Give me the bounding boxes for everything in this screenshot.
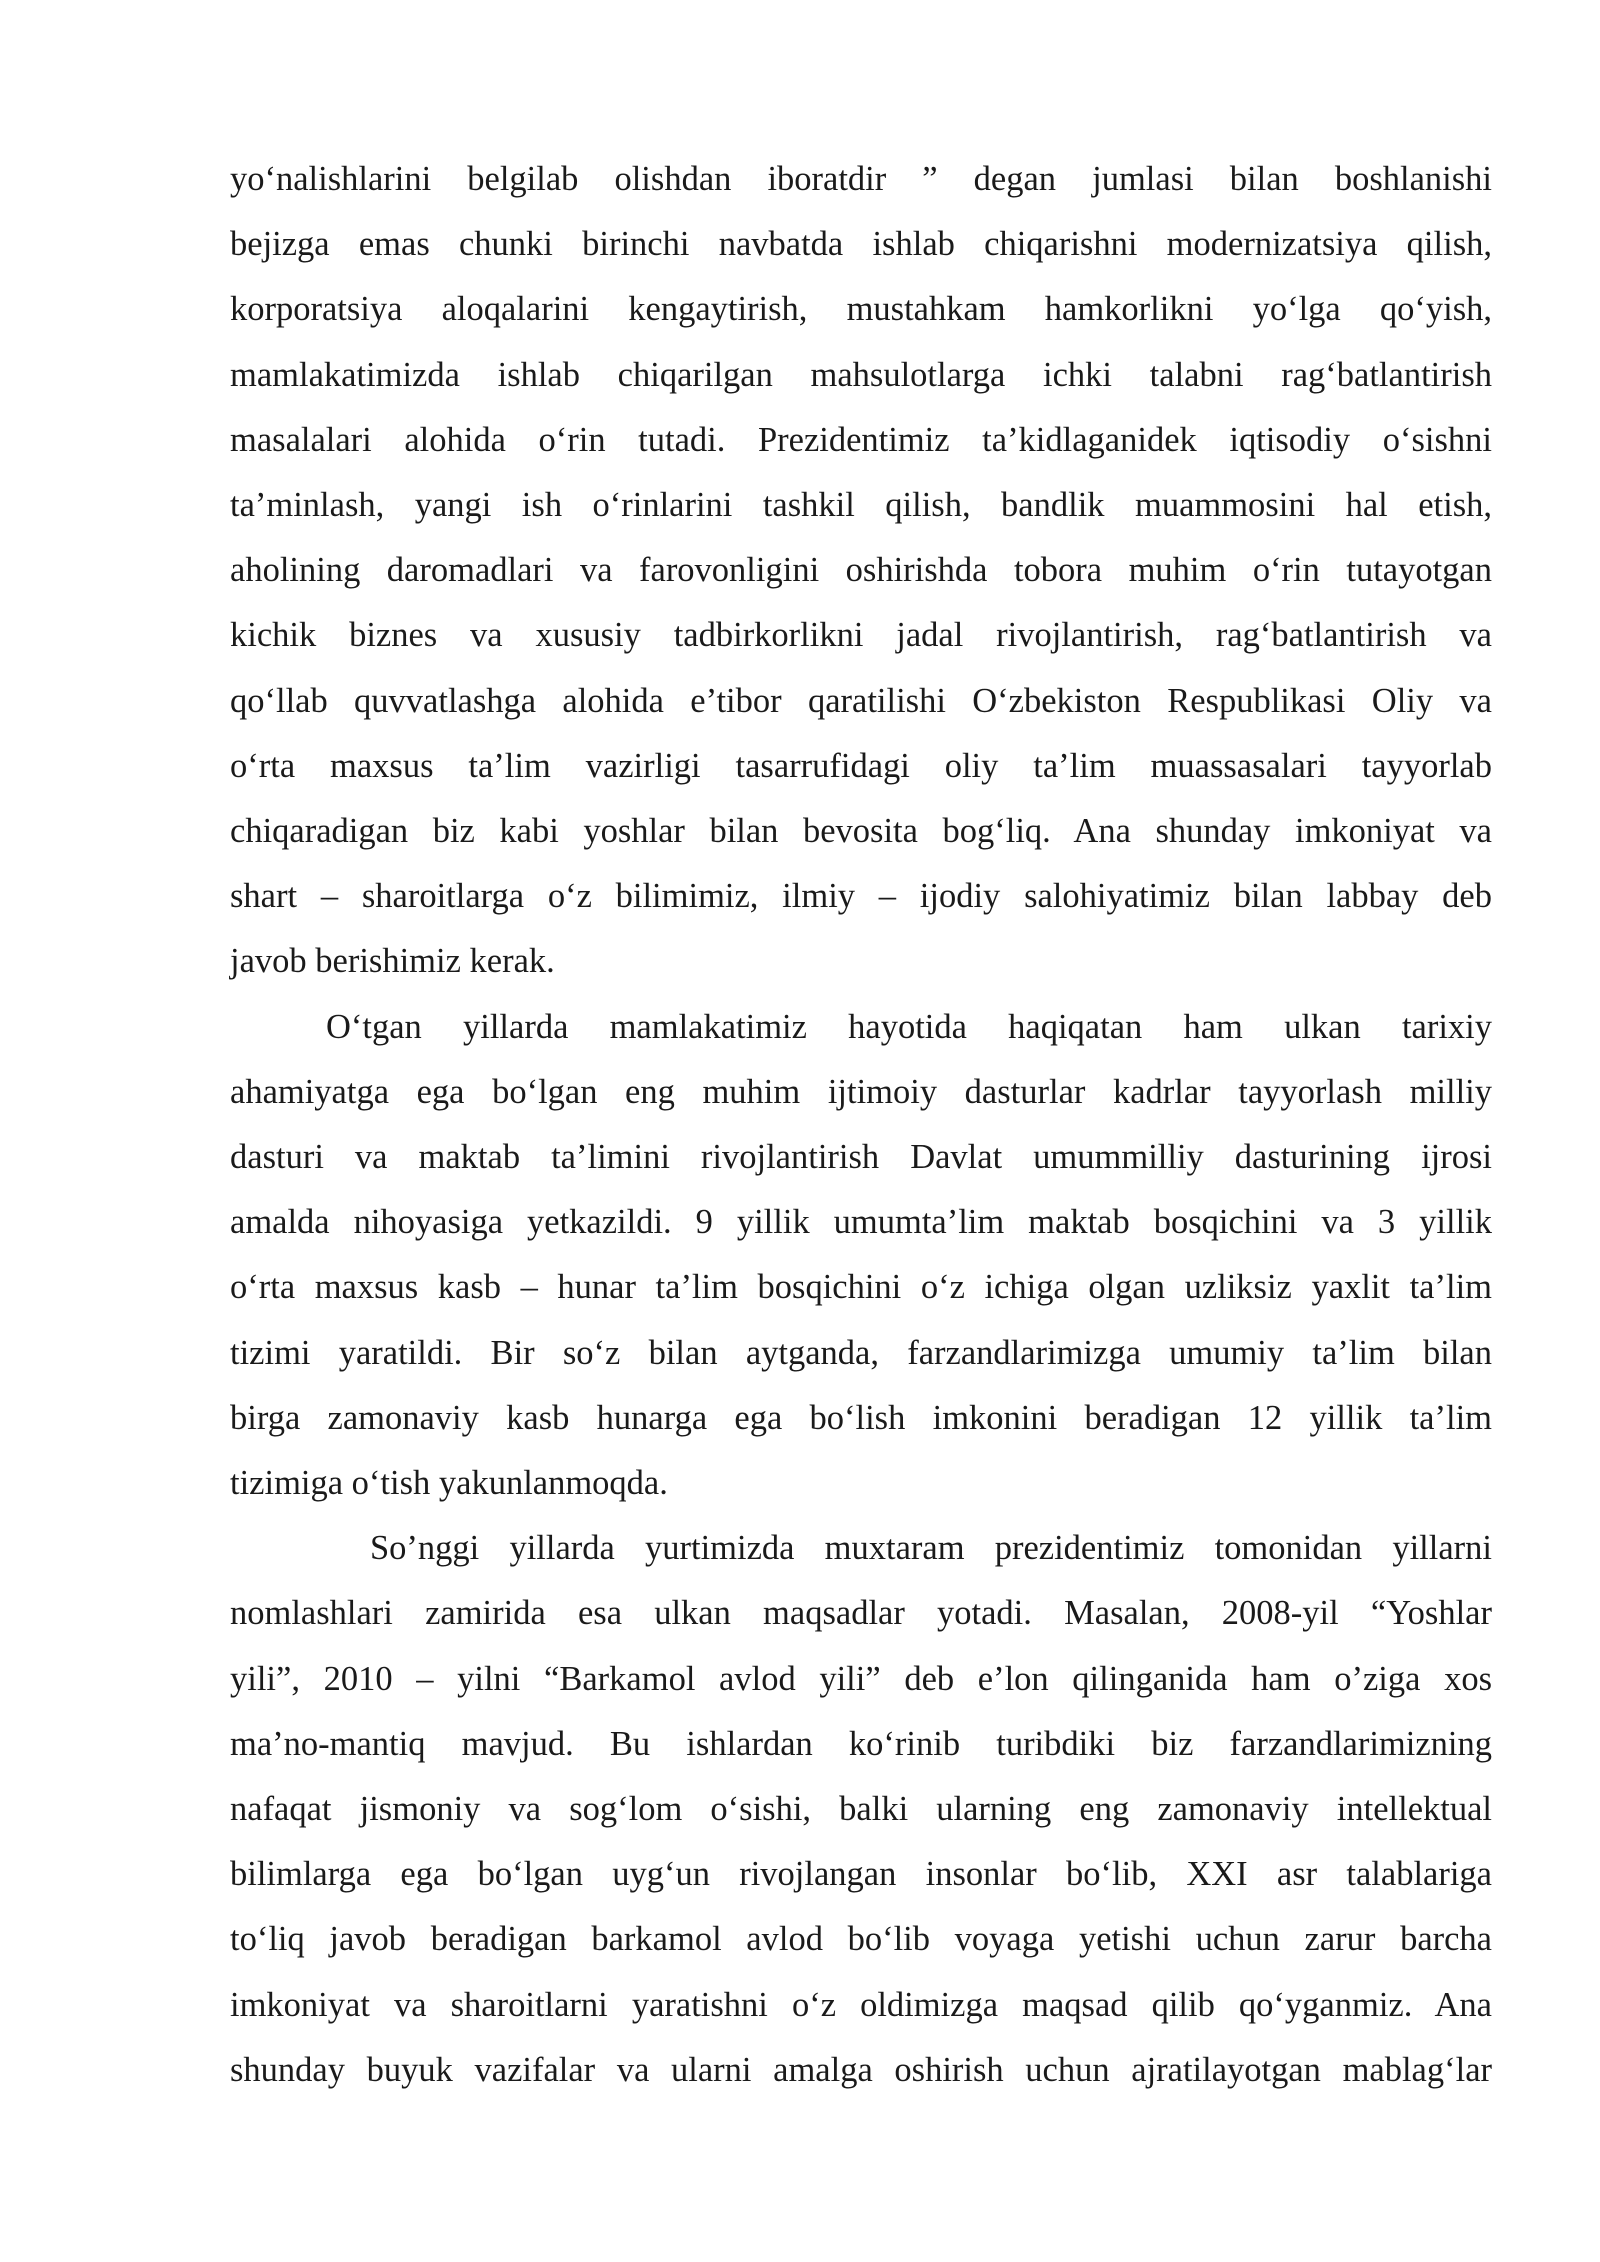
text-line: So’nggi yillarda yurtimizda muxtaram prezidentimiz tomonidan yillarni [370, 1529, 1492, 1568]
text-line: to‘liq javob beradigan barkamol avlod bo‘lib voyaga yetishi uchun zarur barcha [230, 1920, 1492, 1959]
text-line: korporatsiya aloqalarini kengaytirish, mustahkam hamkorlikni yo‘lga qo‘yish, [230, 290, 1492, 329]
text-line: nafaqat jismoniy va sog‘lom o‘sishi, balki ularning eng zamonaviy intellektual [230, 1790, 1492, 1829]
text-line: qo‘llab quvvatlashga alohida e’tibor qaratilishi O‘zbekiston Respublikasi Oliy va [230, 681, 1492, 720]
text-line: o‘rta maxsus ta’lim vazirligi tasarrufidagi oliy ta’lim muassasalari tayyorlab [230, 746, 1492, 785]
text-line: mamlakatimizda ishlab chiqarilgan mahsulotlarga ichki talabni rag‘batlantirish [230, 355, 1492, 394]
text-line: amalda nihoyasiga yetkazildi. 9 yillik umumta’lim maktab bosqichini va 3 yillik [230, 1203, 1492, 1242]
text-line: O‘tgan yillarda mamlakatimiz hayotida haqiqatan ham ulkan tarixiy [326, 1007, 1492, 1046]
text-line: shart – sharoitlarga o‘z bilimimiz, ilmiy – ijodiy salohiyatimiz bilan labbay deb [230, 877, 1492, 916]
text-line: nomlashlari zamirida esa ulkan maqsadlar yotadi. Masalan, 2008-yil “Yoshlar [230, 1594, 1492, 1633]
text-line: bilimlarga ega bo‘lgan uyg‘un rivojlangan insonlar bo‘lib, XXI asr talablariga [230, 1855, 1492, 1894]
document-page [230, 147, 1492, 2103]
text-line: birga zamonaviy kasb hunarga ega bo‘lish imkonini beradigan 12 yillik ta’lim [230, 1398, 1492, 1437]
text-line: shunday buyuk vazifalar va ularni amalga oshirish uchun ajratilayotgan mablag‘lar [230, 2050, 1492, 2089]
paragraph-3 [230, 1516, 1492, 2103]
paragraph-2 [230, 995, 1492, 1517]
text-line: ta’minlash, yangi ish o‘rinlarini tashkil qilish, bandlik muammosini hal etish, [230, 486, 1492, 525]
text-line: tizimi yaratildi. Bir so‘z bilan aytganda, farzandlarimizga umumiy ta’lim bilan [230, 1333, 1492, 1372]
text-line: dasturi va maktab ta’limini rivojlantirish Davlat umummilliy dasturining ijrosi [230, 1138, 1492, 1177]
text-line: javob berishimiz kerak. [230, 942, 555, 981]
text-line: kichik biznes va xususiy tadbirkorlikni jadal rivojlantirish, rag‘batlantirish va [230, 616, 1492, 655]
text-line: bejizga emas chunki birinchi navbatda ishlab chiqarishni modernizatsiya qilish, [230, 225, 1492, 264]
text-line: yo‘nalishlarini belgilab olishdan iboratdir ” degan jumlasi bilan boshlanishi [230, 160, 1492, 198]
text-line: o‘rta maxsus kasb – hunar ta’lim bosqichini o‘z ichiga olgan uzliksiz yaxlit ta’lim [230, 1268, 1492, 1307]
text-line: chiqaradigan biz kabi yoshlar bilan bevosita bog‘liq. Ana shunday imkoniyat va [230, 812, 1492, 851]
text-line: aholining daromadlari va farovonligini oshirishda tobora muhim o‘rin tutayotgan [230, 551, 1492, 590]
text-line: ma’no-mantiq mavjud. Bu ishlardan ko‘rinib turibdiki biz farzandlarimizning [230, 1724, 1492, 1763]
text-line: imkoniyat va sharoitlarni yaratishni o‘z oldimizga maqsad qilib qo‘yganmiz. Ana [230, 1985, 1492, 2024]
text-line: yili”, 2010 – yilni “Barkamol avlod yili” deb e’lon qilinganida ham o’ziga xos [230, 1659, 1492, 1698]
text-line: masalalari alohida o‘rin tutadi. Prezidentimiz ta’kidlaganidek iqtisodiy o‘sishni [230, 420, 1492, 459]
paragraph-1 [230, 147, 1492, 995]
text-line: ahamiyatga ega bo‘lgan eng muhim ijtimoiy dasturlar kadrlar tayyorlash milliy [230, 1072, 1492, 1111]
text-line: tizimiga o‘tish yakunlanmoqda. [230, 1464, 668, 1503]
